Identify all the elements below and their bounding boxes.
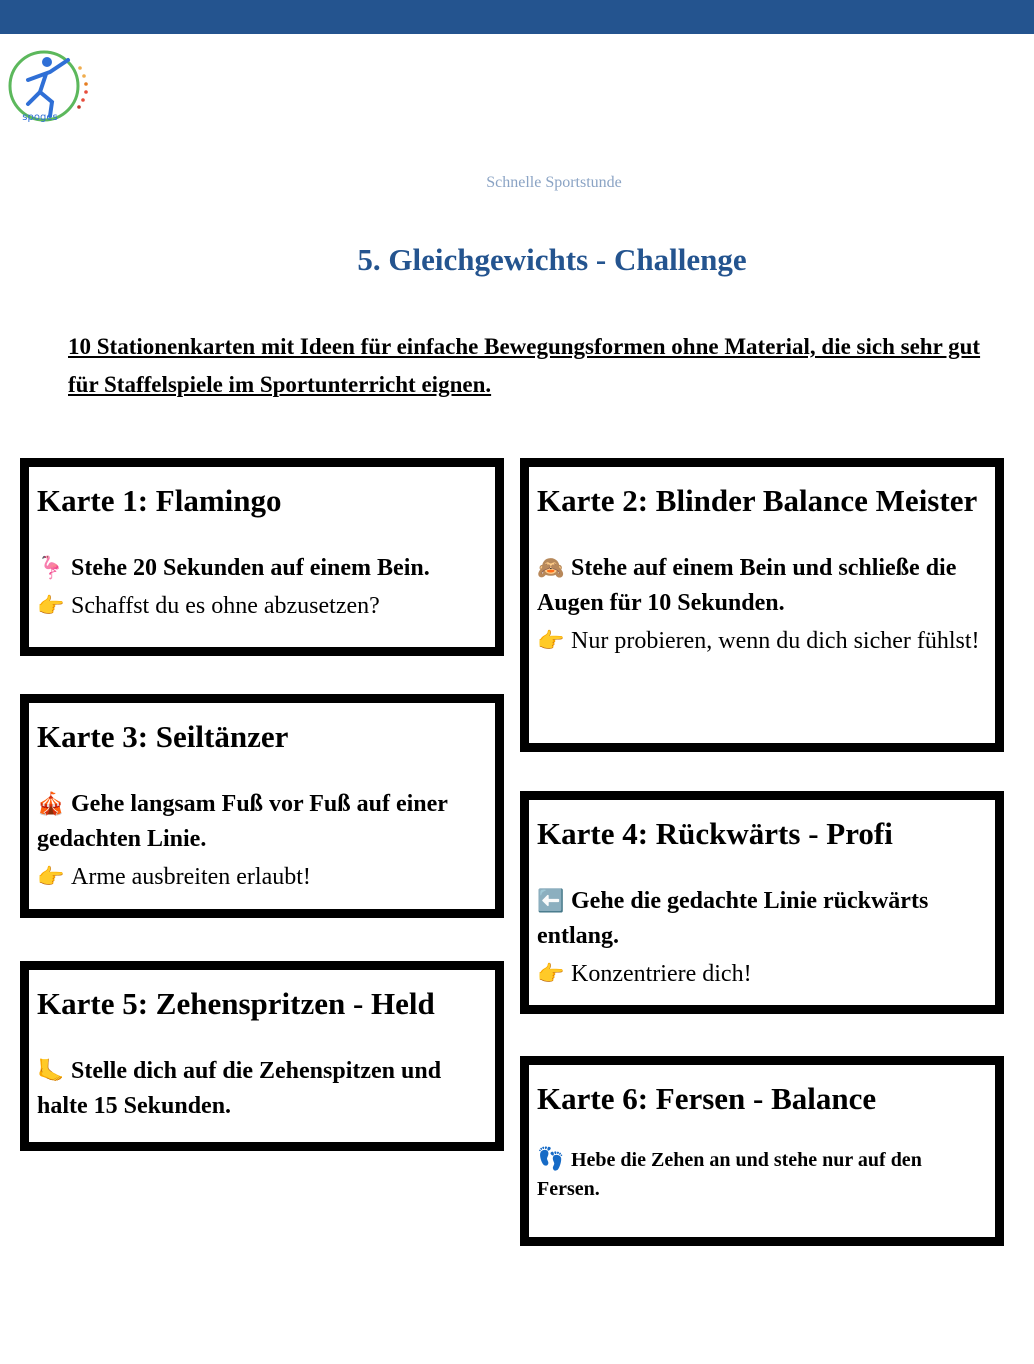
foot-icon: 🦶 (37, 1059, 65, 1084)
card-hint (37, 589, 487, 624)
intro-text: 10 Stationenkarten mit Ideen für einfache Bewegungsformen ohne Material, die sich sehr gut für Staffelspiele im Sportunterricht eignen. (68, 334, 981, 397)
station-card-1 (20, 458, 504, 656)
card-title: Karte 2: Blinder Balance Meister (537, 483, 978, 518)
pointing-hand-icon: 👉 (537, 962, 565, 987)
card-title: Karte 5: Zehenspritzen - Held (37, 986, 435, 1021)
card-hint-text: Nur probieren, wenn du dich sicher fühlst! (571, 628, 980, 654)
card-task-text: Gehe die gedachte Linie rückwärts entlang. (537, 888, 929, 949)
card-hint-text: Arme ausbreiten erlaubt! (71, 864, 311, 890)
card-hint-text: Konzentriere dich! (571, 961, 752, 987)
card-hint (37, 860, 487, 895)
card-hint (537, 957, 987, 992)
card-task-text: Hebe die Zehen an und stehe nur auf den Fersen. (537, 1149, 922, 1200)
circus-tent-icon: 🎪 (37, 792, 65, 817)
card-title: Karte 6: Fersen - Balance (537, 1081, 877, 1116)
card-task (37, 551, 487, 586)
card-task (537, 884, 987, 954)
card-task-text: Stehe auf einem Bein und schließe die Augen für 10 Sekunden. (537, 555, 957, 616)
flamingo-icon: 🦩 (37, 556, 65, 581)
card-title: Karte 1: Flamingo (37, 483, 282, 518)
svg-text:spoges: spoges (22, 112, 58, 123)
see-no-evil-monkey-icon: 🙈 (537, 556, 565, 581)
station-card-2 (520, 458, 1004, 752)
station-card-3 (20, 694, 504, 918)
card-hint-text: Schaffst du es ohne abzusetzen? (71, 593, 380, 619)
station-card-4 (520, 791, 1004, 1014)
header-subtitle: Schnelle Sportstunde (486, 174, 622, 191)
card-task (37, 787, 487, 857)
card-task (537, 1145, 987, 1204)
card-task (537, 551, 987, 621)
pointing-hand-icon: 👉 (537, 629, 565, 654)
card-task-text: Stehe 20 Sekunden auf einem Bein. (71, 555, 430, 581)
card-task-text: Gehe langsam Fuß vor Fuß auf einer gedachten Linie. (37, 791, 448, 852)
page-title: 5. Gleichgewichts - Challenge (357, 242, 747, 277)
station-card-5 (20, 961, 504, 1151)
pointing-hand-icon: 👉 (37, 865, 65, 890)
card-title: Karte 3: Seiltänzer (37, 719, 289, 754)
station-card-6 (520, 1056, 1004, 1246)
top-bar (0, 0, 1034, 34)
pointing-hand-icon: 👉 (37, 594, 65, 619)
footprints-icon: 👣 (537, 1147, 565, 1172)
card-task-text: Stelle dich auf die Zehenspitzen und halte 15 Sekunden. (37, 1058, 442, 1119)
card-task (37, 1054, 487, 1124)
spoges-logo (6, 46, 90, 130)
left-arrow-icon: ⬅️ (537, 889, 565, 914)
card-title: Karte 4: Rückwärts - Profi (537, 816, 893, 851)
card-hint (537, 624, 987, 659)
